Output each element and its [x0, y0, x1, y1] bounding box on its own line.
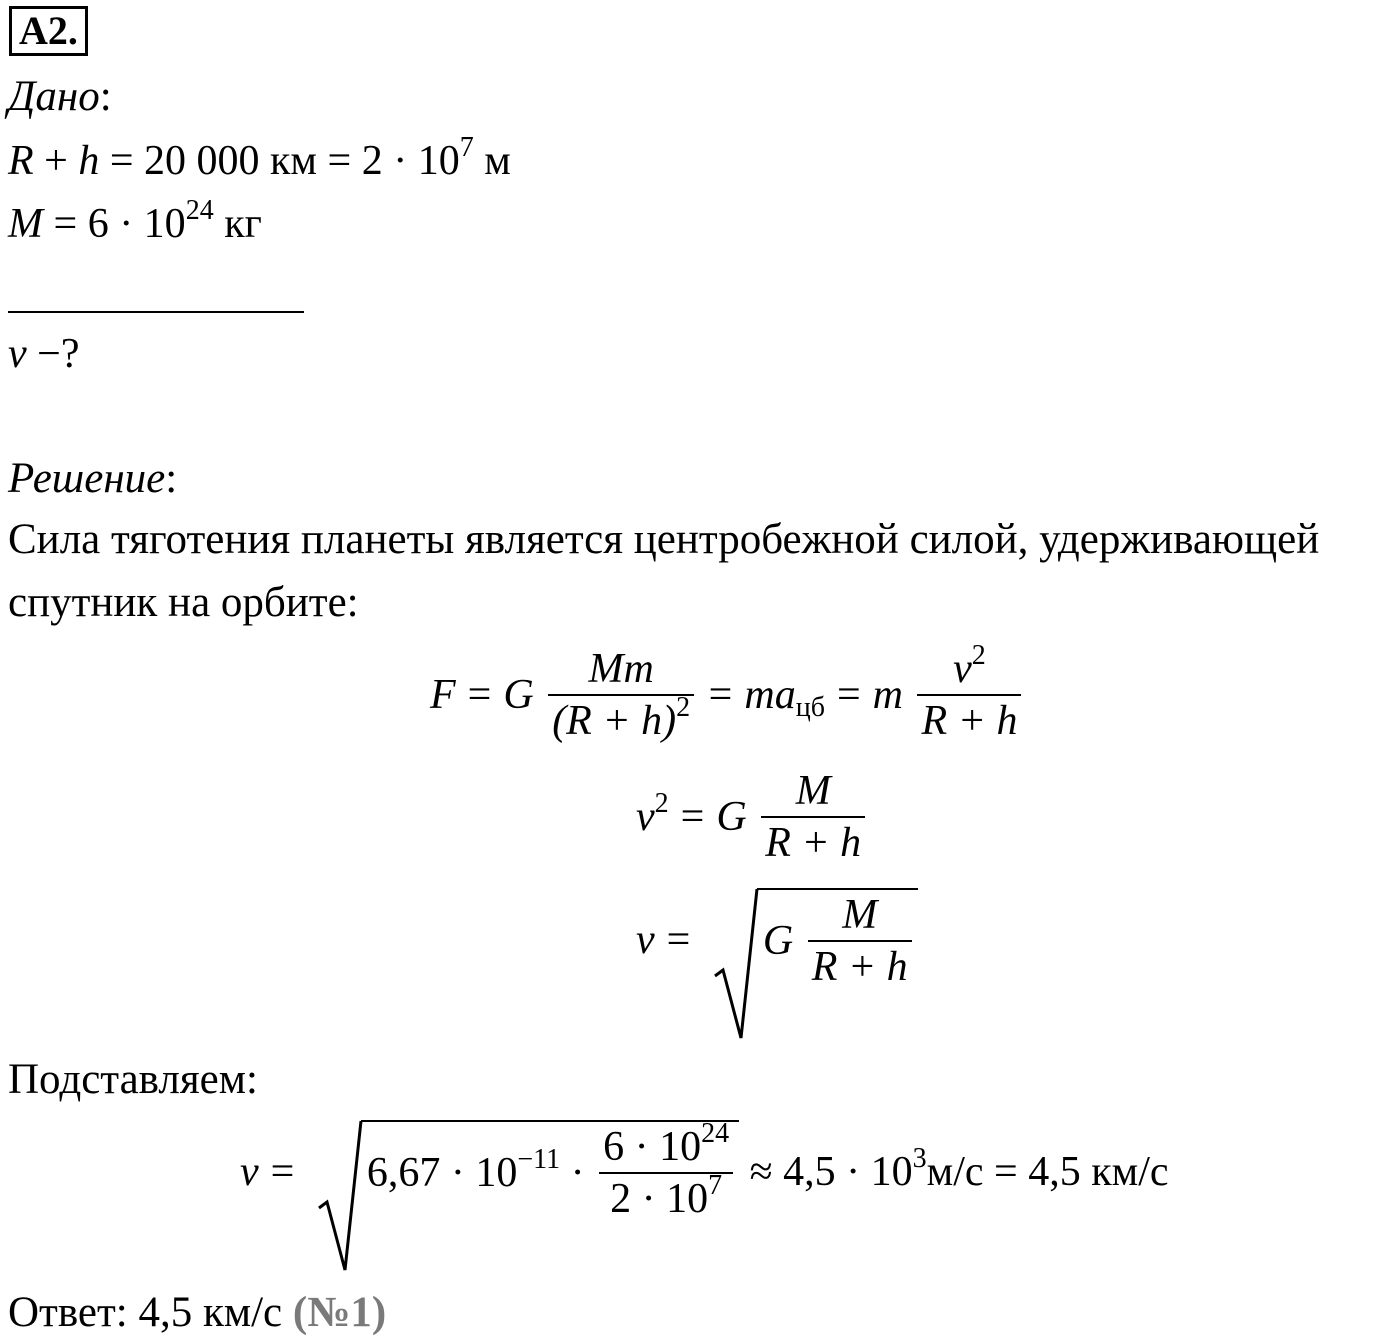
equals-sign: =	[270, 1149, 295, 1196]
exponent: 7	[459, 132, 474, 163]
equation-substitution	[240, 1120, 1169, 1225]
unit: кг	[213, 201, 262, 247]
given-line-radius	[8, 132, 511, 185]
exponent: 2	[654, 788, 669, 820]
given-separator-line	[8, 311, 304, 313]
equals-sign: =	[53, 201, 78, 247]
var-v: v	[636, 917, 655, 964]
var-R: R	[8, 138, 34, 184]
var-v: v	[953, 646, 972, 692]
var-G: G	[716, 794, 747, 841]
fraction-numerator: M	[761, 766, 865, 818]
equals-sign: =	[109, 138, 134, 184]
equation-velocity	[636, 888, 918, 993]
unknown-line	[8, 330, 79, 378]
gravitational-constant	[366, 1144, 561, 1197]
multiply-dot: ·	[570, 1150, 585, 1197]
equals-sign: =	[708, 672, 733, 719]
fraction-numerator	[599, 1118, 733, 1174]
equals-sign: =	[666, 917, 691, 964]
fraction-mass-radius	[808, 890, 912, 993]
value-m: 2 · 10	[361, 138, 460, 184]
value-mass: 6 · 10	[87, 201, 186, 247]
denominator-value: 2 · 10	[610, 1176, 709, 1223]
var-m: m	[872, 672, 903, 719]
solution-paragraph-line-2: спутник на орбите:	[8, 579, 359, 626]
exponent: 2	[971, 640, 986, 671]
exponent: 24	[185, 195, 214, 226]
exponent: 7	[708, 1170, 723, 1202]
var-M: M	[8, 201, 43, 247]
fraction-denominator: R + h	[811, 944, 908, 991]
result-text: м/с = 4,5 км/с	[926, 1149, 1169, 1196]
equation-velocity-squared	[636, 766, 869, 869]
var-v: v	[8, 331, 27, 377]
task-number-label: А2.	[9, 6, 88, 56]
radicand	[757, 888, 918, 993]
denominator-text: (R + h)	[552, 698, 677, 745]
given-colon: :	[99, 73, 112, 120]
equation-force	[430, 640, 1025, 747]
var-h: h	[78, 138, 100, 184]
given-line-mass	[8, 195, 262, 248]
substitute-label: Подставляем:	[8, 1056, 258, 1103]
solution-label-text: Решение	[8, 455, 166, 502]
equals-sign: =	[467, 672, 492, 719]
fraction-numerator: M	[808, 890, 912, 942]
answer-value: 4,5 км/с	[127, 1289, 293, 1336]
equals-sign: =	[836, 672, 861, 719]
fraction-denominator: R + h	[765, 820, 862, 867]
square-root	[317, 1120, 739, 1225]
fraction-numeric	[599, 1118, 733, 1225]
fraction-mass-radius	[761, 766, 865, 869]
exponent: 24	[701, 1118, 730, 1149]
solution-heading	[8, 454, 177, 503]
exponent: −11	[517, 1144, 561, 1176]
unit: м	[473, 138, 511, 184]
radicand	[361, 1120, 739, 1225]
fraction-gravity	[548, 644, 694, 747]
fraction-velocity	[917, 640, 1021, 747]
plus-sign: +	[44, 138, 68, 184]
answer-line	[8, 1288, 386, 1337]
subscript: цб	[795, 692, 825, 724]
equals-sign: =	[327, 138, 352, 184]
equals-sign: =	[680, 794, 705, 841]
centripetal-term	[744, 671, 825, 724]
var-ma: ma	[744, 672, 796, 719]
fraction-numerator: Mm	[548, 644, 694, 696]
radical-sign	[317, 1120, 361, 1272]
answer-label: Ответ:	[8, 1289, 128, 1336]
lhs	[636, 788, 669, 841]
var-F: F	[430, 672, 456, 719]
value-km: 20 000 км	[144, 138, 318, 184]
fraction-denominator	[599, 1170, 733, 1224]
answer-reference: (№1)	[292, 1289, 387, 1336]
square-root	[713, 888, 918, 993]
exponent: 2	[676, 692, 691, 724]
coefficient: 6,67 · 10	[366, 1150, 518, 1197]
numerator-value: 6 · 10	[603, 1124, 702, 1170]
var-G: G	[762, 918, 794, 965]
var-v: v	[636, 794, 655, 841]
var-G: G	[503, 672, 534, 719]
fraction-denominator: R + h	[921, 698, 1018, 745]
approx-value: ≈ 4,5 · 10	[749, 1149, 913, 1196]
unknown-marker: −?	[26, 331, 80, 377]
result	[749, 1143, 1169, 1196]
fraction-numerator	[917, 640, 1021, 696]
var-v: v	[240, 1149, 259, 1196]
solution-colon: :	[165, 455, 178, 502]
exponent: 3	[912, 1143, 927, 1175]
solution-paragraph-line-1: Сила тяготения планеты является центробежной силой, удерживающей	[8, 516, 1320, 563]
given-label-text: Дано	[8, 73, 100, 120]
given-heading	[8, 72, 112, 121]
fraction-denominator	[548, 692, 694, 746]
radical-sign	[713, 888, 757, 1040]
